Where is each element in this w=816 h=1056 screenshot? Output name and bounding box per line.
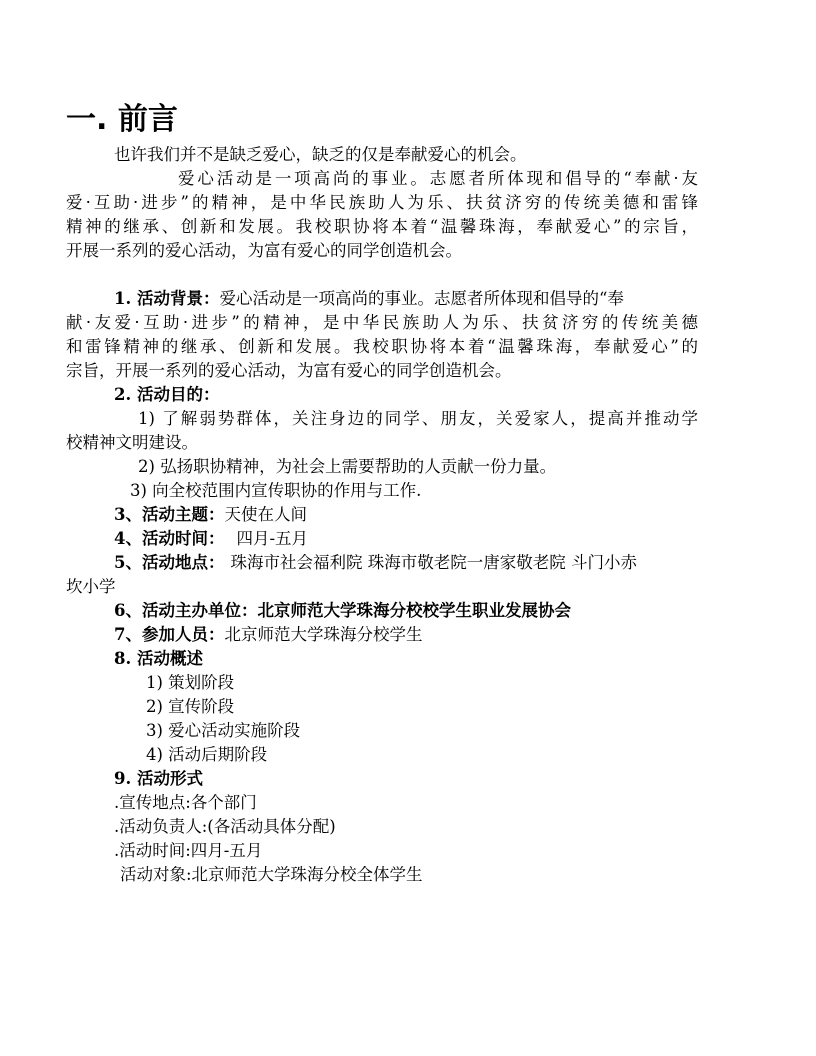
section-3-value: 天使在人间: [224, 505, 307, 524]
section-7: [114, 623, 754, 647]
section-7-value: 北京师范大学珠海分校学生: [224, 625, 423, 644]
section-9-item: .活动时间:四月-五月: [114, 841, 263, 860]
section-8-item: 4) 活动后期阶段: [146, 745, 268, 764]
section-2-item-2: 2) 弘扬职协精神，为社会上需要帮助的人贡献一份力量。: [138, 457, 557, 476]
section-1-line-3: 和雷锋精神的继承、创新和发展。我校职协将本着“温馨珠海，奉献爱心”的: [66, 337, 698, 356]
intro-line-2: 爱心活动是一项高尚的事业。志愿者所体现和倡导的“奉献·友: [178, 169, 698, 188]
section-9-item: .活动负责人:(各活动具体分配): [114, 817, 336, 836]
intro-line-1: 也许我们并不是缺乏爱心，缺乏的仅是奉献爱心的机会。: [114, 145, 527, 164]
section-1-line-4: 宗旨，开展一系列的爱心活动，为富有爱心的同学创造机会。: [66, 361, 512, 380]
section-9-item: 活动对象:北京师范大学珠海分校全体学生: [120, 865, 423, 884]
section-5: [114, 551, 754, 575]
section-5-label: 5、活动地点：: [114, 553, 225, 572]
section-1-label: 1. 活动背景：: [114, 289, 220, 308]
section-7-label: 7、参加人员：: [114, 625, 225, 644]
section-2-item-3: 3) 向全校范围内宣传职协的作用与工作.: [130, 481, 422, 500]
intro-line-4: 精神的继承、创新和发展。我校职协将本着“温馨珠海，奉献爱心”的宗旨，: [66, 217, 698, 236]
section-3: [114, 503, 754, 527]
section-4: [114, 527, 754, 551]
section-8-item: 3) 爱心活动实施阶段: [146, 721, 301, 740]
intro-line-5: 开展一系列的爱心活动，为富有爱心的同学创造机会。: [66, 241, 462, 260]
section-1-first-line: [114, 287, 698, 311]
section-2-item-1b: 校精神文明建设。: [66, 433, 198, 452]
section-5-value-cont: 坎小学: [66, 577, 116, 596]
section-1-line-2: 献·友爱·互助·进步”的精神，是中华民族助人为乐、扶贫济穷的传统美德: [66, 313, 698, 332]
section-2-item-1a: 1) 了解弱势群体，关注身边的同学、朋友，关爱家人，提高并推动学: [138, 409, 698, 428]
page-title: 一. 前言: [66, 102, 178, 137]
section-8-label: 8. 活动概述: [114, 649, 203, 668]
section-5-value: 珠海市社会福利院 珠海市敬老院一唐家敬老院 斗门小赤: [230, 553, 637, 572]
section-4-label: 4、活动时间：: [114, 529, 225, 548]
section-2-label: 2. 活动目的：: [114, 385, 220, 404]
section-4-value: 四月-五月: [236, 529, 309, 548]
section-9-label: 9. 活动形式: [114, 769, 203, 788]
section-6: 6、活动主办单位：北京师范大学珠海分校校学生职业发展协会: [114, 601, 571, 620]
section-8-item: 1) 策划阶段: [146, 673, 235, 692]
intro-line-3: 爱·互助·进步”的精神，是中华民族助人为乐、扶贫济穷的传统美德和雷锋: [66, 193, 698, 212]
section-9-item: .宣传地点:各个部门: [114, 793, 257, 812]
section-1-text: 爱心活动是一项高尚的事业。志愿者所体现和倡导的“奉: [219, 289, 624, 308]
section-8-item: 2) 宣传阶段: [146, 697, 235, 716]
section-3-label: 3、活动主题：: [114, 505, 225, 524]
